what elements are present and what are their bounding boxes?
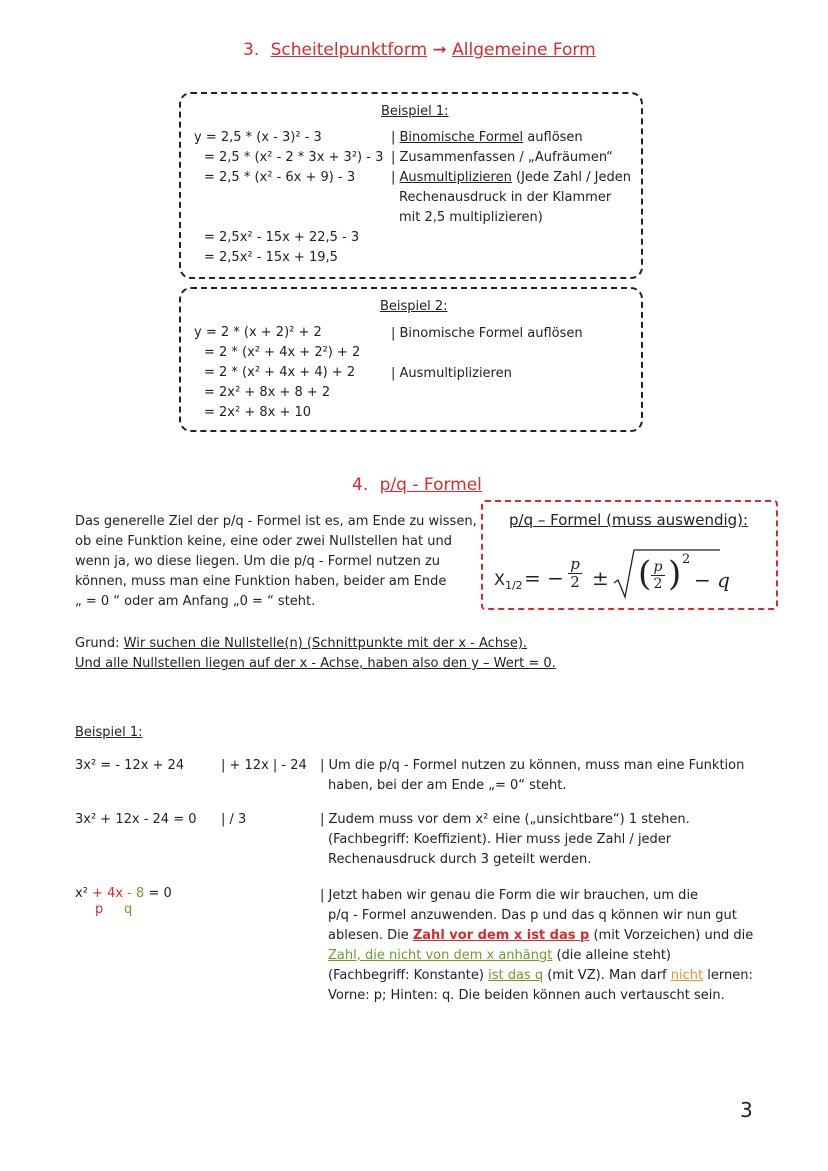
section-3-heading	[243, 40, 596, 60]
square-exponent: 2	[682, 552, 691, 567]
step-1-equation: 3x² = - 12x + 24	[75, 758, 185, 773]
math-line: = 2 * (x² + 4x + 2²) + 2	[204, 345, 361, 360]
minus-q: − q	[694, 568, 730, 592]
inner-fraction: p 2	[651, 559, 665, 592]
p-label: p	[95, 902, 104, 917]
plus-minus: ±	[592, 566, 609, 590]
example-1-notes	[391, 128, 631, 228]
section-number: 4.	[352, 475, 369, 495]
reason-line-1: Grund: Wir suchen die Nullstelle(n) (Schnittpunkte mit der x - Achse).	[75, 636, 528, 651]
formula-box-title: p/q – Formel (muss auswendig):	[509, 511, 749, 529]
step-3-equation: x² + 4x - 8 = 0	[75, 886, 172, 901]
example-2-note-1: | Binomische Formel auflösen	[391, 326, 583, 341]
fraction-p-over-2: p 2	[568, 556, 582, 591]
intro-line: ob eine Funktion keine, eine oder zwei Nullstellen hat und	[75, 534, 452, 549]
reason-line-2: Und alle Nullstellen liegen auf der x - Achse, haben also den y – Wert = 0.	[75, 656, 556, 671]
intro-line: können, muss man eine Funktion haben, beider am Ende	[75, 574, 447, 589]
math-line: = 2,5 * (x² - 6x + 9) - 3	[204, 170, 356, 185]
math-line: y = 2,5 * (x - 3)² - 3	[194, 130, 322, 145]
paren-close: )	[668, 554, 682, 594]
math-line: = 2x² + 8x + 8 + 2	[204, 385, 331, 400]
intro-line: „ = 0 “ oder am Anfang „0 = “ steht.	[75, 594, 316, 609]
math-line: = 2,5x² - 15x + 22,5 - 3	[204, 230, 360, 245]
section-number: 3.	[243, 40, 260, 60]
page-number: 3	[740, 1098, 753, 1122]
step-1-note: | Um die p/q - Formel nutzen zu können, muss man eine Funktion haben, bei der am Ende „= 0“ steht.	[320, 758, 745, 793]
formula-lhs: $X_{1/2}$	[494, 570, 523, 593]
note-line: | Binomische Formel auflösen	[391, 130, 583, 145]
note-line: Rechenausdruck in der Klammer	[399, 190, 612, 205]
intro-line: wenn ja, wo diese liegen. Um die p/q - Formel nutzen zu	[75, 554, 441, 569]
q-label: q	[124, 902, 133, 917]
math-line: = 2x² + 8x + 10	[204, 405, 312, 420]
arrow-icon: ➞	[432, 40, 447, 60]
note-line: | Zusammenfassen / „Aufräumen“	[391, 150, 613, 165]
math-line: = 2 * (x² + 4x + 4) + 2	[204, 365, 356, 380]
paren-fraction: (	[638, 554, 652, 594]
formula-equals-minus: = −	[524, 566, 564, 590]
step-2-note: | Zudem muss vor dem x² eine („unsichtbare“) 1 stehen. (Fachbegriff: Koeffizient). Hier muss jede Zahl / jeder Rechenausdruck durch 3 geteilt werden.	[320, 812, 690, 867]
example-2-math	[194, 323, 360, 423]
step-2-operation: | / 3	[221, 812, 247, 827]
example-1-math	[194, 128, 383, 268]
section-title: p/q - Formel	[379, 475, 482, 495]
example-pq-label: Beispiel 1:	[75, 725, 143, 740]
math-line: y = 2 * (x + 2)² + 2	[194, 325, 322, 340]
example-2-label: Beispiel 2:	[380, 299, 448, 314]
example-2-note-2: | Ausmultiplizieren	[391, 366, 512, 381]
section-title: Scheitelpunktform	[270, 40, 428, 60]
intro-line: Das generelle Ziel der p/q - Formel ist es, am Ende zu wissen,	[75, 514, 477, 529]
note-line: mit 2,5 multiplizieren)	[399, 210, 543, 225]
math-line: = 2,5 * (x² - 2 * 3x + 3²) - 3	[204, 150, 384, 165]
example-1-label: Beispiel 1:	[381, 104, 449, 119]
intro-paragraph	[75, 512, 477, 612]
section-title-rest: Allgemeine Form	[452, 40, 596, 60]
step-3-note: | Jetzt haben wir genau die Form die wir brauchen, um die p/q - Formel anzuwenden. Das p und das q können wir nun gut ablesen. Die Zahl vor dem x ist das p (mit Vorzeichen) und die Zahl, die nicht von dem x anhängt (die alleine steht) (Fachbegriff: Konstante) ist das q (mit VZ). Man darf nicht lernen: Vorne: p; Hinten: q. Die beiden können auch vertauscht sein.	[320, 888, 754, 1003]
note-line: | Ausmultiplizieren (Jede Zahl / Jeden	[391, 170, 631, 185]
step-1-operation: | + 12x | - 24	[221, 758, 307, 773]
section-4-heading	[352, 475, 482, 495]
step-2-equation: 3x² + 12x - 24 = 0	[75, 812, 197, 827]
math-line: = 2,5x² - 15x + 19,5	[204, 250, 338, 265]
